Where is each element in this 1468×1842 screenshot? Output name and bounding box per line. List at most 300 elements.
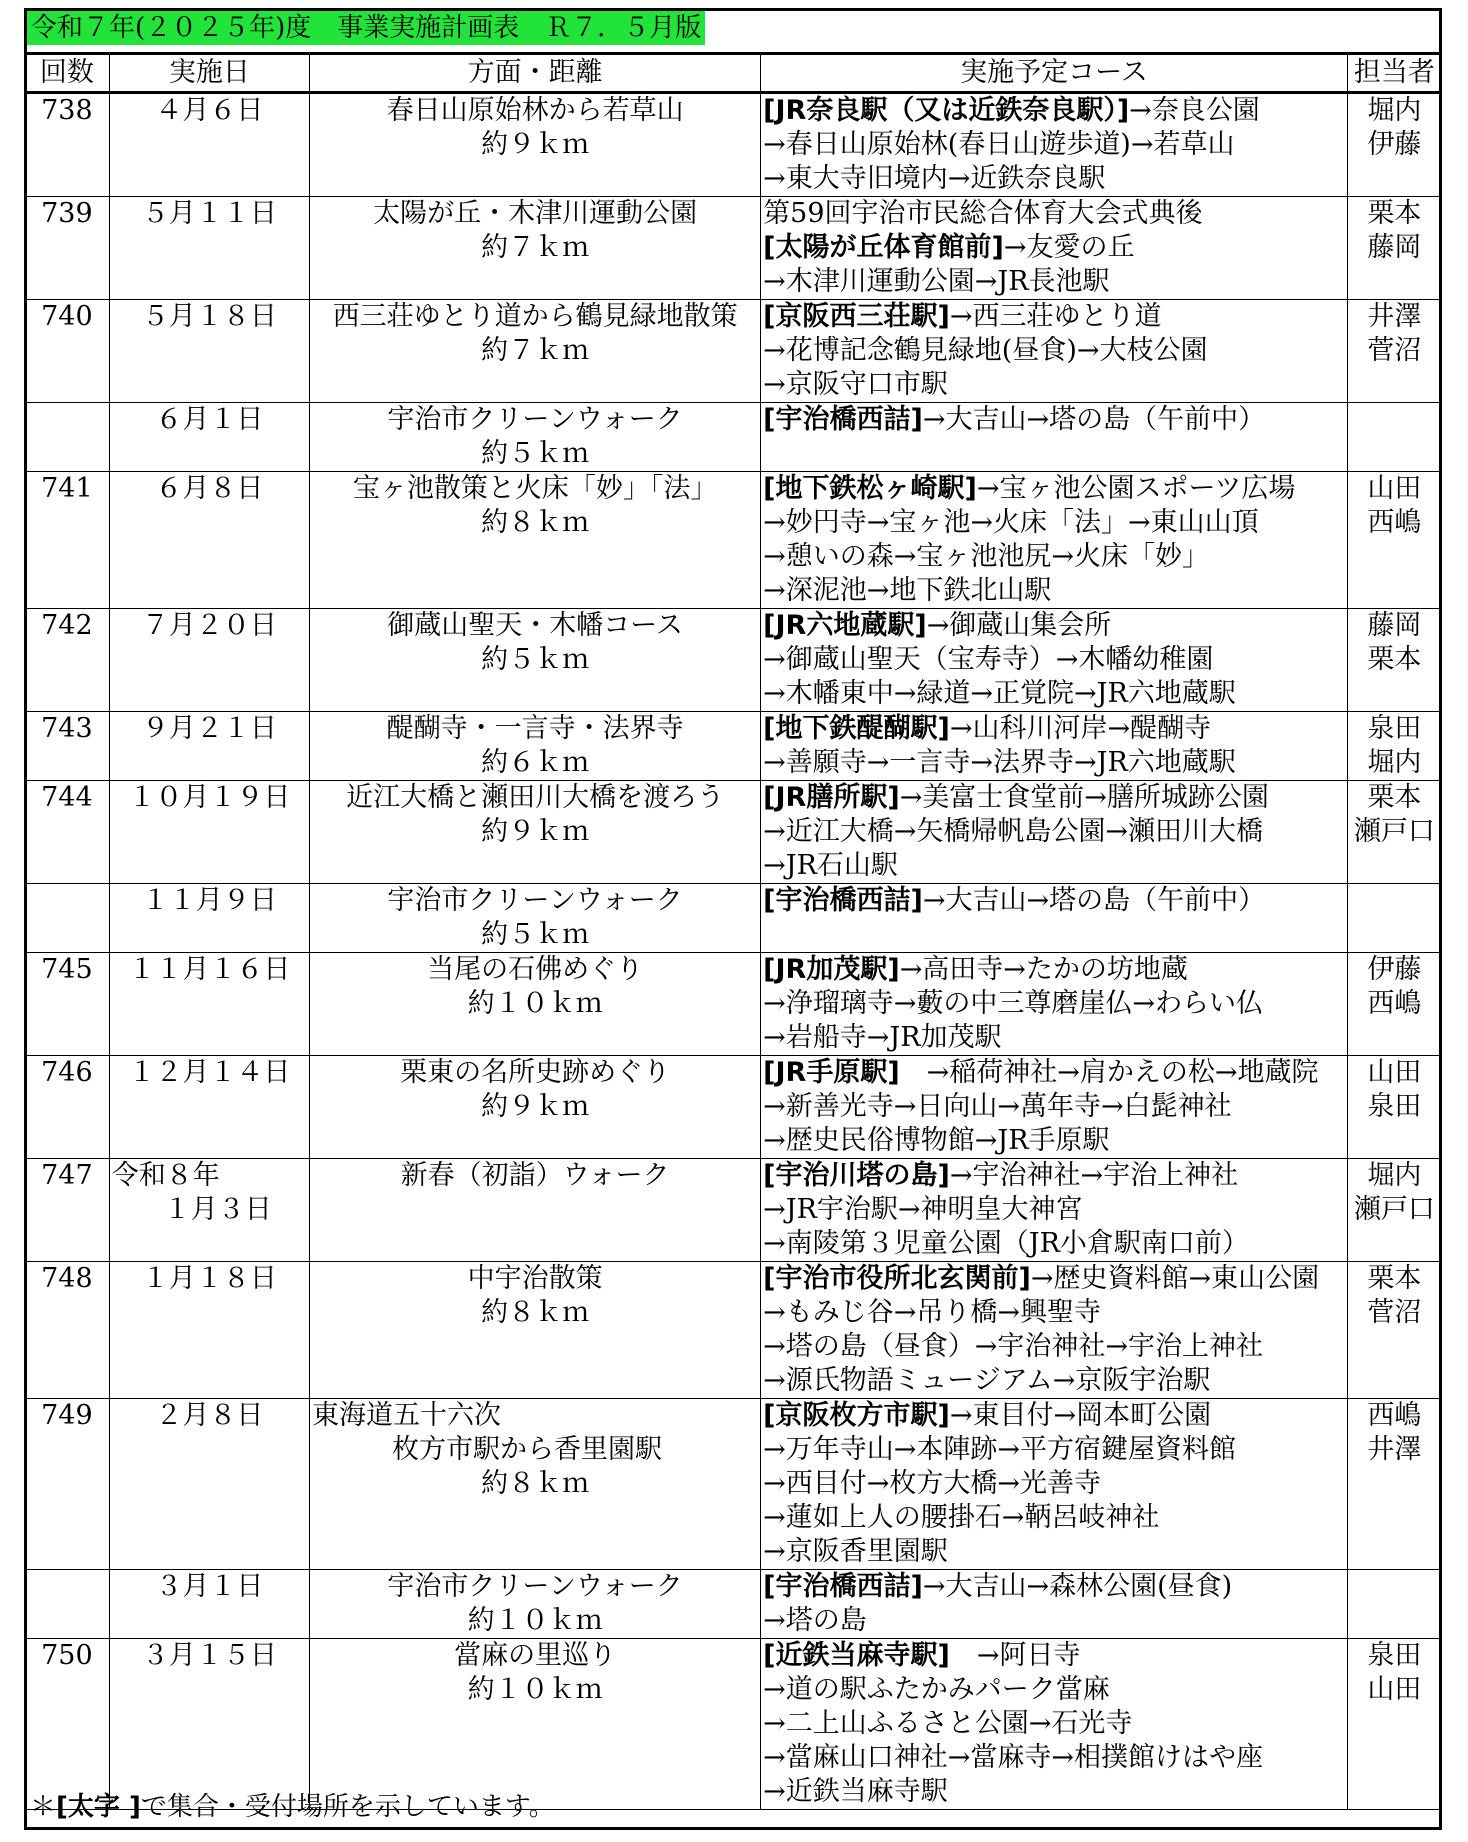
date-line: ９月２１日 <box>141 713 277 744</box>
cell-course <box>761 609 1348 712</box>
date-line: １月３日 <box>163 1194 272 1225</box>
course-text: →万年寺山→本陣跡→平方宿鍵屋資料館 <box>763 1434 1237 1465</box>
footer-note <box>30 1790 555 1824</box>
table-row <box>25 1399 1442 1570</box>
row-number: 741 <box>41 473 93 504</box>
course-text: →當麻山口神社→當麻寺→相撲館けはや座 <box>763 1742 1264 1773</box>
date-line: 令和８年 <box>111 1160 220 1191</box>
table-row <box>25 1639 1442 1810</box>
destination-line: 約５ｋｍ <box>481 438 590 469</box>
course-line <box>763 1673 1345 1707</box>
course-line <box>763 1604 1345 1638</box>
course-text: →大吉山→塔の島（午前中） <box>922 404 1266 435</box>
cell-staff <box>1347 1056 1441 1159</box>
destination-line: 約９ｋｍ <box>481 816 590 847</box>
course-line <box>763 1262 1345 1296</box>
course-text: →阿日寺 <box>949 1640 1081 1671</box>
course-line <box>763 677 1345 711</box>
course-line <box>763 403 1345 437</box>
cell-course <box>761 197 1348 300</box>
table-row <box>25 953 1442 1056</box>
course-line <box>763 540 1345 574</box>
cell-destination <box>310 1056 761 1159</box>
table-header-row <box>25 54 1442 93</box>
cell-num <box>25 472 110 609</box>
date-line: ５月１１日 <box>141 198 277 229</box>
destination-line: 東海道五十六次 <box>312 1400 502 1431</box>
cell-destination <box>310 1262 761 1399</box>
course-text: →宇治神社→宇治上神社 <box>949 1160 1239 1191</box>
header-date: 実施日 <box>109 54 309 93</box>
course-line <box>763 1707 1345 1741</box>
meeting-point: [JR六地蔵駅] <box>763 610 927 641</box>
meeting-point: [太陽が丘体育館前] <box>763 232 1004 263</box>
date-line: ４月６日 <box>155 95 264 126</box>
destination-line: 当尾の石佛めぐり <box>427 954 644 985</box>
cell-date <box>109 1056 309 1159</box>
staff-name: 菅沼 <box>1367 1297 1422 1328</box>
cell-course <box>761 884 1348 953</box>
table-row <box>25 712 1442 781</box>
footer-text: で集合・受付場所を示しています。 <box>140 1792 555 1822</box>
course-text: →東目付→岡本町公園 <box>949 1400 1212 1431</box>
cell-destination <box>310 472 761 609</box>
staff-name: 泉田 <box>1367 1640 1422 1671</box>
cell-course <box>761 300 1348 403</box>
course-line <box>763 472 1345 506</box>
destination-line: 約８ｋｍ <box>481 1297 590 1328</box>
cell-staff <box>1347 472 1441 609</box>
date-line: １１月１６日 <box>128 954 291 985</box>
course-text: →山科川河岸→醍醐寺 <box>949 713 1212 744</box>
destination-line: 約９ｋｍ <box>481 129 590 160</box>
date-line: ６月１日 <box>155 404 264 435</box>
course-text: →京阪守口市駅 <box>763 369 948 400</box>
cell-course <box>761 1570 1348 1639</box>
table-row <box>25 1159 1442 1262</box>
table-row <box>25 403 1442 472</box>
date-line: １１月９日 <box>141 885 277 916</box>
staff-name: 井澤 <box>1367 1434 1422 1465</box>
course-text: →高田寺→たかの坊地蔵 <box>899 954 1188 985</box>
table-row <box>25 1056 1442 1159</box>
row-number: 744 <box>41 782 93 813</box>
course-line <box>763 953 1345 987</box>
course-text: →御蔵山聖天（宝寿寺）→木幡幼稚園 <box>763 644 1214 675</box>
cell-destination <box>310 712 761 781</box>
course-text: →新善光寺→日向山→萬年寺→白髭神社 <box>763 1091 1232 1122</box>
cell-num <box>25 1262 110 1399</box>
course-line <box>763 609 1345 643</box>
course-line <box>763 265 1345 299</box>
cell-num <box>25 1399 110 1570</box>
destination-line: 約９ｋｍ <box>481 1091 590 1122</box>
staff-name: 藤岡 <box>1367 232 1422 263</box>
course-text: →憩いの森→宝ヶ池池尻→火床「妙」 <box>763 541 1210 572</box>
course-text: →西目付→枚方大橋→光善寺 <box>763 1468 1102 1499</box>
destination-line: 當麻の里巡り <box>454 1640 617 1671</box>
staff-name: 栗本 <box>1367 1263 1422 1294</box>
course-line <box>763 1433 1345 1467</box>
staff-name: 瀬戸口 <box>1353 816 1435 847</box>
cell-num <box>25 609 110 712</box>
staff-name: 藤岡 <box>1367 610 1422 641</box>
course-text: →歴史民俗博物館→JR手原駅 <box>763 1125 1110 1156</box>
cell-num <box>25 403 110 472</box>
course-line <box>763 1399 1345 1433</box>
cell-course <box>761 1262 1348 1399</box>
destination-line: 約６ｋｍ <box>481 747 590 778</box>
staff-name: 山田 <box>1367 1674 1422 1705</box>
course-line <box>763 1741 1345 1775</box>
header-num: 回数 <box>25 54 110 93</box>
table-row <box>25 781 1442 884</box>
course-line <box>763 231 1345 265</box>
row-number: 740 <box>41 301 93 332</box>
cell-num <box>25 884 110 953</box>
cell-staff <box>1347 197 1441 300</box>
cell-num <box>25 1639 110 1810</box>
course-text: →大吉山→森林公園(昼食) <box>922 1571 1233 1602</box>
course-line <box>763 1159 1345 1193</box>
course-line <box>763 94 1345 128</box>
cell-staff <box>1347 953 1441 1056</box>
destination-line: 近江大橋と瀬田川大橋を渡ろう <box>346 782 725 813</box>
cell-staff <box>1347 300 1441 403</box>
staff-name: 泉田 <box>1367 713 1422 744</box>
course-line <box>763 368 1345 402</box>
course-text: →友愛の丘 <box>1003 232 1135 263</box>
meeting-point: [宇治橋西詰] <box>763 1571 923 1602</box>
course-line <box>763 1330 1345 1364</box>
course-text: →西三荘ゆとり道 <box>949 301 1162 332</box>
destination-line: 西三荘ゆとり道から鶴見緑地散策 <box>332 301 738 332</box>
course-line <box>763 712 1345 746</box>
cell-date <box>109 1159 309 1262</box>
row-number: 746 <box>41 1057 93 1088</box>
course-line <box>763 162 1345 196</box>
course-text: →宝ヶ池公園スポーツ広場 <box>976 473 1296 504</box>
course-text: →東大寺旧境内→近鉄奈良駅 <box>763 163 1106 194</box>
header-staff: 担当者 <box>1347 54 1441 93</box>
course-text: →二上山ふるさと公園→石光寺 <box>763 1708 1133 1739</box>
cell-date <box>109 403 309 472</box>
course-text: →京阪香里園駅 <box>763 1536 948 1567</box>
table-row <box>25 884 1442 953</box>
meeting-point: [宇治市役所北玄関前] <box>763 1263 1031 1294</box>
table-row <box>25 93 1442 197</box>
course-line <box>763 506 1345 540</box>
staff-name: 井澤 <box>1367 301 1422 332</box>
course-text: →源氏物語ミュージアム→京阪宇治駅 <box>763 1365 1211 1396</box>
date-line: １２月１４日 <box>128 1057 291 1088</box>
course-text: →岩船寺→JR加茂駅 <box>763 1022 1002 1053</box>
cell-staff <box>1347 884 1441 953</box>
cell-course <box>761 953 1348 1056</box>
course-line <box>763 1501 1345 1535</box>
row-number: 750 <box>41 1640 93 1671</box>
date-line: ３月１５日 <box>141 1640 277 1671</box>
staff-name: 堀内 <box>1367 1160 1422 1191</box>
course-line <box>763 574 1345 608</box>
cell-date <box>109 1399 309 1570</box>
staff-name: 伊藤 <box>1367 129 1422 160</box>
cell-num <box>25 1570 110 1639</box>
course-text: →美富士食堂前→膳所城跡公園 <box>899 782 1269 813</box>
staff-name: 西嶋 <box>1367 988 1422 1019</box>
cell-course <box>761 712 1348 781</box>
staff-name: 栗本 <box>1367 644 1422 675</box>
course-text: →稲荷神社→肩かえの松→地蔵院 <box>899 1057 1319 1088</box>
course-line <box>763 884 1345 918</box>
course-line <box>763 1056 1345 1090</box>
cell-staff <box>1347 403 1441 472</box>
meeting-point: [JR手原駅] <box>763 1057 900 1088</box>
course-text: →浄瑠璃寺→藪の中三尊磨崖仏→わらい仏 <box>763 988 1264 1019</box>
cell-staff <box>1347 781 1441 884</box>
cell-course <box>761 781 1348 884</box>
staff-name: 菅沼 <box>1367 335 1422 366</box>
staff-name: 伊藤 <box>1367 954 1422 985</box>
footer-prefix: ＊ <box>30 1792 57 1822</box>
cell-staff <box>1347 1159 1441 1262</box>
destination-line: 御蔵山聖天・木幡コース <box>387 610 683 641</box>
course-text: →道の駅ふたかみパーク當麻 <box>763 1674 1110 1705</box>
course-text: →奈良公園 <box>1129 95 1260 126</box>
cell-course <box>761 93 1348 197</box>
cell-course <box>761 403 1348 472</box>
destination-line: 宇治市クリーンウォーク <box>387 885 683 916</box>
cell-destination <box>310 1159 761 1262</box>
course-line <box>763 1090 1345 1124</box>
cell-destination <box>310 93 761 197</box>
course-text: 第59回宇治市民総合体育大会式典後 <box>763 198 1203 229</box>
course-line <box>763 815 1345 849</box>
row-number: 738 <box>41 95 93 126</box>
meeting-point: [京阪西三荘駅] <box>763 301 950 332</box>
header-destination: 方面・距離 <box>310 54 761 93</box>
course-line <box>763 1364 1345 1398</box>
course-text: →もみじ谷→吊り橋→興聖寺 <box>763 1297 1102 1328</box>
date-line: ７月２０日 <box>141 610 277 641</box>
destination-line: 枚方市駅から香里園駅 <box>392 1434 663 1465</box>
destination-line: 栗東の名所史跡めぐり <box>400 1057 671 1088</box>
cell-staff <box>1347 1570 1441 1639</box>
cell-date <box>109 609 309 712</box>
row-number: 739 <box>41 198 93 229</box>
cell-date <box>109 781 309 884</box>
cell-destination <box>310 781 761 884</box>
course-text: →近江大橋→矢橋帰帆島公園→瀬田川大橋 <box>763 816 1264 847</box>
meeting-point: [宇治橋西詰] <box>763 404 923 435</box>
cell-date <box>109 93 309 197</box>
cell-course <box>761 1056 1348 1159</box>
course-line <box>763 1193 1345 1227</box>
destination-line: 約１０ｋｍ <box>467 1674 603 1705</box>
cell-num <box>25 300 110 403</box>
cell-destination <box>310 1639 761 1810</box>
cell-num <box>25 197 110 300</box>
destination-line: 約７ｋｍ <box>481 232 590 263</box>
cell-destination <box>310 884 761 953</box>
staff-name: 堀内 <box>1367 95 1422 126</box>
cell-date <box>109 1570 309 1639</box>
date-line: ５月１８日 <box>141 301 277 332</box>
cell-staff <box>1347 93 1441 197</box>
destination-line: 約１０ｋｍ <box>467 988 603 1019</box>
staff-name: 西嶋 <box>1367 507 1422 538</box>
cell-staff <box>1347 1262 1441 1399</box>
course-line <box>763 1639 1345 1673</box>
cell-num <box>25 712 110 781</box>
destination-line: 宇治市クリーンウォーク <box>387 404 683 435</box>
destination-line: 醍醐寺・一言寺・法界寺 <box>386 713 684 744</box>
staff-name: 泉田 <box>1367 1091 1422 1122</box>
cell-num <box>25 953 110 1056</box>
date-line: ３月１日 <box>155 1571 264 1602</box>
cell-staff <box>1347 712 1441 781</box>
table-row <box>25 609 1442 712</box>
course-line <box>763 197 1345 231</box>
destination-line: 約８ｋｍ <box>481 1468 590 1499</box>
destination-line: 約５ｋｍ <box>481 919 590 950</box>
course-line <box>763 746 1345 780</box>
course-line <box>763 1124 1345 1158</box>
course-line <box>763 1775 1345 1809</box>
course-text: →近鉄当麻寺駅 <box>763 1776 948 1807</box>
meeting-point: [JR奈良駅（又は近鉄奈良駅）] <box>763 95 1130 126</box>
destination-line: 宇治市クリーンウォーク <box>387 1571 683 1602</box>
course-line <box>763 1467 1345 1501</box>
row-number: 747 <box>41 1160 93 1191</box>
course-text: →花博記念鶴見緑地(昼食)→大枝公園 <box>763 335 1208 366</box>
staff-name: 堀内 <box>1367 747 1422 778</box>
cell-course <box>761 1639 1348 1810</box>
course-text: →南陵第３児童公園（JR小倉駅南口前） <box>763 1228 1249 1259</box>
cell-course <box>761 472 1348 609</box>
date-line: ２月８日 <box>155 1400 264 1431</box>
course-line <box>763 1296 1345 1330</box>
course-line <box>763 643 1345 677</box>
table-body <box>25 93 1442 1810</box>
cell-date <box>109 1262 309 1399</box>
date-line: １０月１９日 <box>128 782 291 813</box>
table-row <box>25 472 1442 609</box>
table-row <box>25 300 1442 403</box>
cell-staff <box>1347 1639 1441 1810</box>
course-text: →JR石山駅 <box>763 850 898 881</box>
page-title: 令和７年(２０２５年)度 事業実施計画表 Ｒ７．５月版 <box>27 11 705 45</box>
course-text: →木津川運動公園→JR長池駅 <box>763 266 1110 297</box>
meeting-point: [宇治橋西詰] <box>763 885 923 916</box>
destination-line: 春日山原始林から若草山 <box>386 95 684 126</box>
course-text: →塔の島（昼食）→宇治神社→宇治上神社 <box>763 1331 1264 1362</box>
footer-bold-sample: [太字 ] <box>56 1792 141 1822</box>
meeting-point: [地下鉄醍醐駅] <box>763 713 950 744</box>
destination-line: 約８ｋｍ <box>481 507 590 538</box>
table-row <box>25 1262 1442 1399</box>
schedule-table <box>24 52 1442 1810</box>
cell-num <box>25 1159 110 1262</box>
meeting-point: [宇治川塔の島] <box>763 1160 950 1191</box>
date-line: ６月８日 <box>155 473 264 504</box>
cell-num <box>25 781 110 884</box>
cell-date <box>109 953 309 1056</box>
row-number: 749 <box>41 1400 93 1431</box>
destination-line: 新春（初詣）ウォーク <box>400 1160 670 1191</box>
staff-name: 西嶋 <box>1367 1400 1422 1431</box>
row-number: 745 <box>41 954 93 985</box>
destination-line: 中宇治散策 <box>467 1263 603 1294</box>
course-text: →善願寺→一言寺→法界寺→JR六地蔵駅 <box>763 747 1236 778</box>
course-text: →蓮如上人の腰掛石→鞆呂岐神社 <box>763 1502 1160 1533</box>
meeting-point: [JR膳所駅] <box>763 782 900 813</box>
destination-line: 約１０ｋｍ <box>467 1605 603 1636</box>
staff-name: 栗本 <box>1367 198 1422 229</box>
cell-date <box>109 1639 309 1810</box>
course-text: →JR宇治駅→神明皇大神宮 <box>763 1194 1083 1225</box>
course-line <box>763 300 1345 334</box>
course-line <box>763 781 1345 815</box>
meeting-point: [近鉄当麻寺駅] <box>763 1640 950 1671</box>
cell-destination <box>310 1570 761 1639</box>
course-text: →春日山原始林(春日山遊歩道)→若草山 <box>763 129 1235 160</box>
cell-destination <box>310 300 761 403</box>
course-text: →深泥池→地下鉄北山駅 <box>763 575 1052 606</box>
cell-date <box>109 884 309 953</box>
cell-date <box>109 712 309 781</box>
header-course: 実施予定コース <box>761 54 1348 93</box>
row-number: 748 <box>41 1263 93 1294</box>
staff-name: 山田 <box>1367 1057 1422 1088</box>
course-text: →木幡東中→緑道→正覚院→JR六地蔵駅 <box>763 678 1236 709</box>
meeting-point: [JR加茂駅] <box>763 954 900 985</box>
cell-destination <box>310 403 761 472</box>
cell-course <box>761 1159 1348 1262</box>
cell-destination <box>310 609 761 712</box>
meeting-point: [京阪枚方市駅] <box>763 1400 950 1431</box>
staff-name: 山田 <box>1367 473 1422 504</box>
cell-date <box>109 472 309 609</box>
course-line <box>763 1535 1345 1569</box>
destination-line: 宝ヶ池散策と火床「妙」「法」 <box>352 473 718 504</box>
row-number: 743 <box>41 713 93 744</box>
cell-date <box>109 300 309 403</box>
table-row <box>25 197 1442 300</box>
cell-num <box>25 93 110 197</box>
cell-num <box>25 1056 110 1159</box>
destination-line: 約５ｋｍ <box>481 644 590 675</box>
course-line <box>763 128 1345 162</box>
course-text: →大吉山→塔の島（午前中） <box>922 885 1266 916</box>
staff-name: 栗本 <box>1367 782 1422 813</box>
course-line <box>763 1570 1345 1604</box>
course-line <box>763 849 1345 883</box>
row-number: 742 <box>41 610 93 641</box>
course-text: →御蔵山集会所 <box>926 610 1112 641</box>
destination-line: 太陽が丘・木津川運動公園 <box>373 198 698 229</box>
meeting-point: [地下鉄松ヶ崎駅] <box>763 473 977 504</box>
course-text: →塔の島 <box>763 1605 867 1636</box>
cell-destination <box>310 197 761 300</box>
course-line <box>763 1227 1345 1261</box>
course-text: →歴史資料館→東山公園 <box>1030 1263 1320 1294</box>
table-row <box>25 1570 1442 1639</box>
course-text: →妙円寺→宝ヶ池→火床「法」→東山山頂 <box>763 507 1259 538</box>
course-line <box>763 334 1345 368</box>
cell-staff <box>1347 1399 1441 1570</box>
course-line <box>763 987 1345 1021</box>
